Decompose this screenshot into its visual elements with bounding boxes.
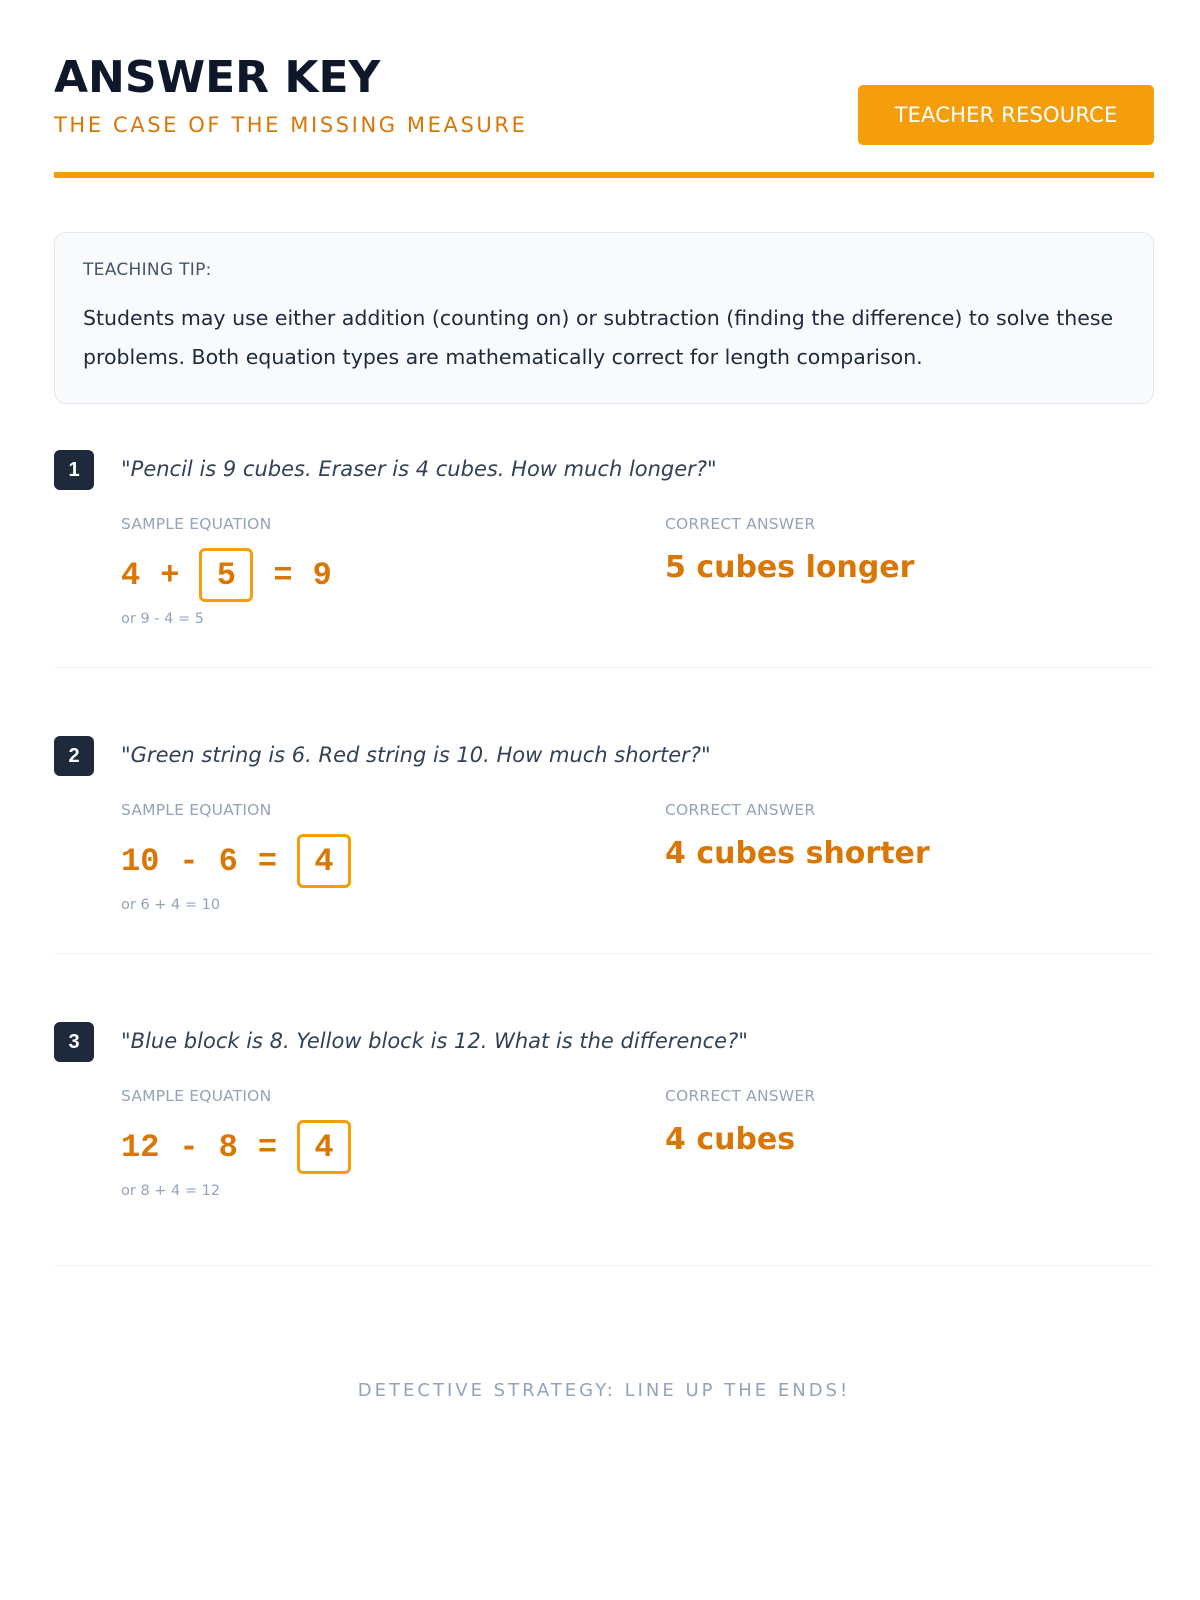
correct-answer: 4 cubes <box>665 1122 796 1157</box>
answer-box: 5 <box>199 548 253 602</box>
sample-equation <box>121 834 351 888</box>
equation-token: = <box>257 1128 278 1166</box>
problem-number-badge: 1 <box>54 450 94 490</box>
problem-number-badge: 2 <box>54 736 94 776</box>
correct-answer-label: CORRECT ANSWER <box>665 801 816 819</box>
teaching-tip-box <box>54 232 1154 404</box>
alternate-equation: or 9 - 4 = 5 <box>121 611 204 627</box>
sample-equation <box>121 1120 351 1174</box>
problem-divider <box>54 953 1154 954</box>
equation-token: 12 <box>121 1128 160 1166</box>
answer-box: 4 <box>297 1120 351 1174</box>
problem-question: "Green string is 6. Red string is 10. How much shorter?" <box>121 743 711 767</box>
equation-token: 6 <box>218 842 238 880</box>
page-subtitle: THE CASE OF THE MISSING MEASURE <box>54 113 528 137</box>
equation-token: = <box>273 556 293 594</box>
alternate-equation: or 6 + 4 = 10 <box>121 897 221 913</box>
answer-key-page <box>54 0 1154 1600</box>
problem-divider <box>54 1265 1154 1266</box>
equation-token: + <box>160 556 180 594</box>
equation-token: - <box>179 842 199 880</box>
page-title: ANSWER KEY <box>54 52 381 103</box>
teaching-tip-text: Students may use either addition (counting on) or subtraction (finding the difference) to solve these problems. Both equation types are mathematically correct for length comparison. <box>83 306 1114 369</box>
correct-answer-label: CORRECT ANSWER <box>665 1087 816 1105</box>
teaching-tip-label: TEACHING TIP: <box>83 260 212 280</box>
header <box>54 52 1154 178</box>
problem-question: "Blue block is 8. Yellow block is 12. What is the difference?" <box>121 1029 748 1053</box>
correct-answer-label: CORRECT ANSWER <box>665 515 816 533</box>
problem-number-badge: 3 <box>54 1022 94 1062</box>
problem-divider <box>54 667 1154 668</box>
equation-token: 4 <box>121 556 141 594</box>
equation-token: = <box>257 842 278 880</box>
correct-answer: 4 cubes shorter <box>665 836 930 871</box>
sample-equation-label: SAMPLE EQUATION <box>121 801 272 819</box>
footer-strategy: DETECTIVE STRATEGY: LINE UP THE ENDS! <box>357 1380 851 1401</box>
correct-answer: 5 cubes longer <box>665 550 915 585</box>
sample-equation-label: SAMPLE EQUATION <box>121 1087 272 1105</box>
alternate-equation: or 8 + 4 = 12 <box>121 1183 221 1199</box>
equation-token: - <box>179 1128 199 1166</box>
header-divider <box>54 172 1154 178</box>
teacher-resource-badge: TEACHER RESOURCE <box>858 85 1154 145</box>
answer-box: 4 <box>297 834 351 888</box>
sample-equation <box>121 548 332 602</box>
equation-token: 9 <box>312 556 332 594</box>
problem-question: "Pencil is 9 cubes. Eraser is 4 cubes. How much longer?" <box>121 457 717 481</box>
sample-equation-label: SAMPLE EQUATION <box>121 515 272 533</box>
equation-token: 8 <box>218 1128 238 1166</box>
equation-token: 10 <box>121 842 160 880</box>
